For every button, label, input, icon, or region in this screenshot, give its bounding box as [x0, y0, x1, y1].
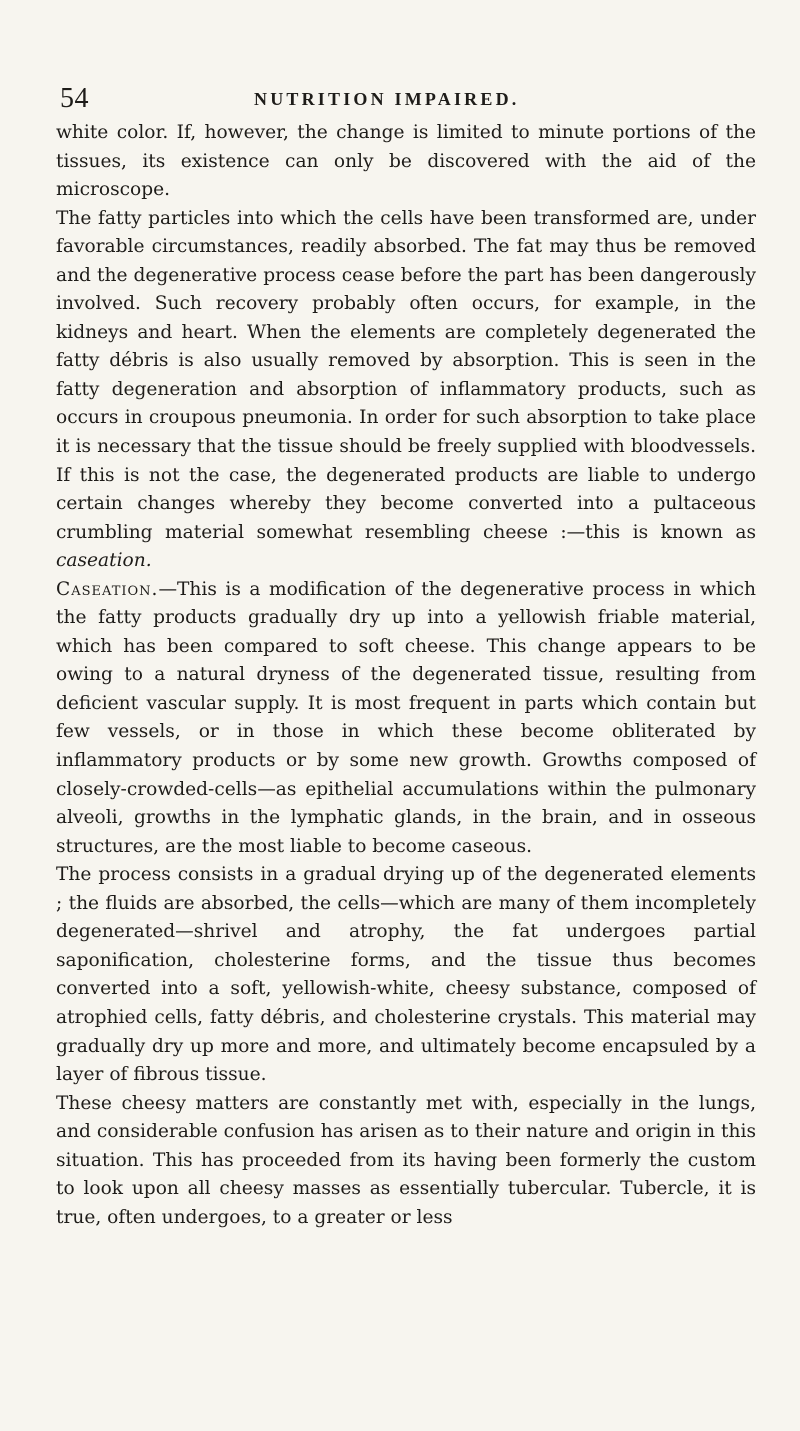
paragraph-caseation — [56, 576, 756, 861]
paragraph-text: —This is a modification of the degenerative process in which the fatty products gradually dry up into a yellowish friable material, which has been compared to soft cheese. This change appears to be owing to a natural dryness of the degenerated tissue, resulting from deficient vascular supply. It is most frequent in parts which contain but few vessels, or in those in which these become obliterated by inflammatory products or by some new growth. Growths composed of closely-crowded-cells—as epithelial accumulations within the pulmonary alveoli, growths in the lymphatic glands, in the brain, and in osseous structures, are the most liable to become caseous. — [56, 578, 756, 857]
paragraph-cheesy-matters — [56, 1090, 756, 1233]
paragraph-continuation — [56, 119, 756, 205]
running-title: NUTRITION IMPAIRED. — [254, 89, 520, 109]
body-text — [56, 119, 756, 1232]
paragraph-text: The fatty particles into which the cells have been transformed are, under favorable circumstances, readily absorbed. The fat may thus be removed and the degenerative process cease before the part has been dangerously involved. Such recovery probably often occurs, for example, in the kidneys and heart. When the elements are completely degenerated the fatty débris is also usually removed by absorption. This is seen in the fatty degeneration and absorption of inflammatory products, such as occurs in croupous pneumonia. In order for such absorption to take place it is necessary that the tissue should be freely supplied with bloodvessels. If this is not the case, the degenerated products are liable to undergo certain changes whereby they become converted into a pultaceous crumbling material somewhat resembling cheese :—this is known as — [56, 207, 756, 543]
paragraph-text: The process consists in a gradual drying up of the degenerated elements ; the fluids are absorbed, the cells—which are many of them incompletely degenerated—shrivel and atrophy, the fat undergoes partial saponification, cholesterine forms, and the tissue thus becomes converted into a soft, yellowish-white, cheesy substance, composed of atrophied cells, fatty débris, and cholesterine crystals. This material may gradually dry up more and more, and ultimately become encapsuled by a layer of fibrous tissue. — [56, 864, 756, 1086]
paragraph-text: white color. If, however, the change is limited to minute portions of the tissues, its existence can only be discovered with the aid of the microscope. — [56, 122, 756, 201]
paragraph-fatty-particles — [56, 205, 756, 576]
running-head — [60, 79, 760, 119]
page-number: 54 — [60, 83, 89, 114]
section-heading: Caseation. — [56, 578, 159, 600]
paragraph-process — [56, 861, 756, 1089]
paragraph-text: These cheesy matters are constantly met with, especially in the lungs, and considerable confusion has arisen as to their nature and origin in this situation. This has proceeded from its having been formerly the custom to look upon all cheesy masses as essentially tubercular. Tubercle, it is true, often undergoes, to a greater or less — [56, 1092, 756, 1228]
italic-term: caseation. — [56, 550, 152, 572]
